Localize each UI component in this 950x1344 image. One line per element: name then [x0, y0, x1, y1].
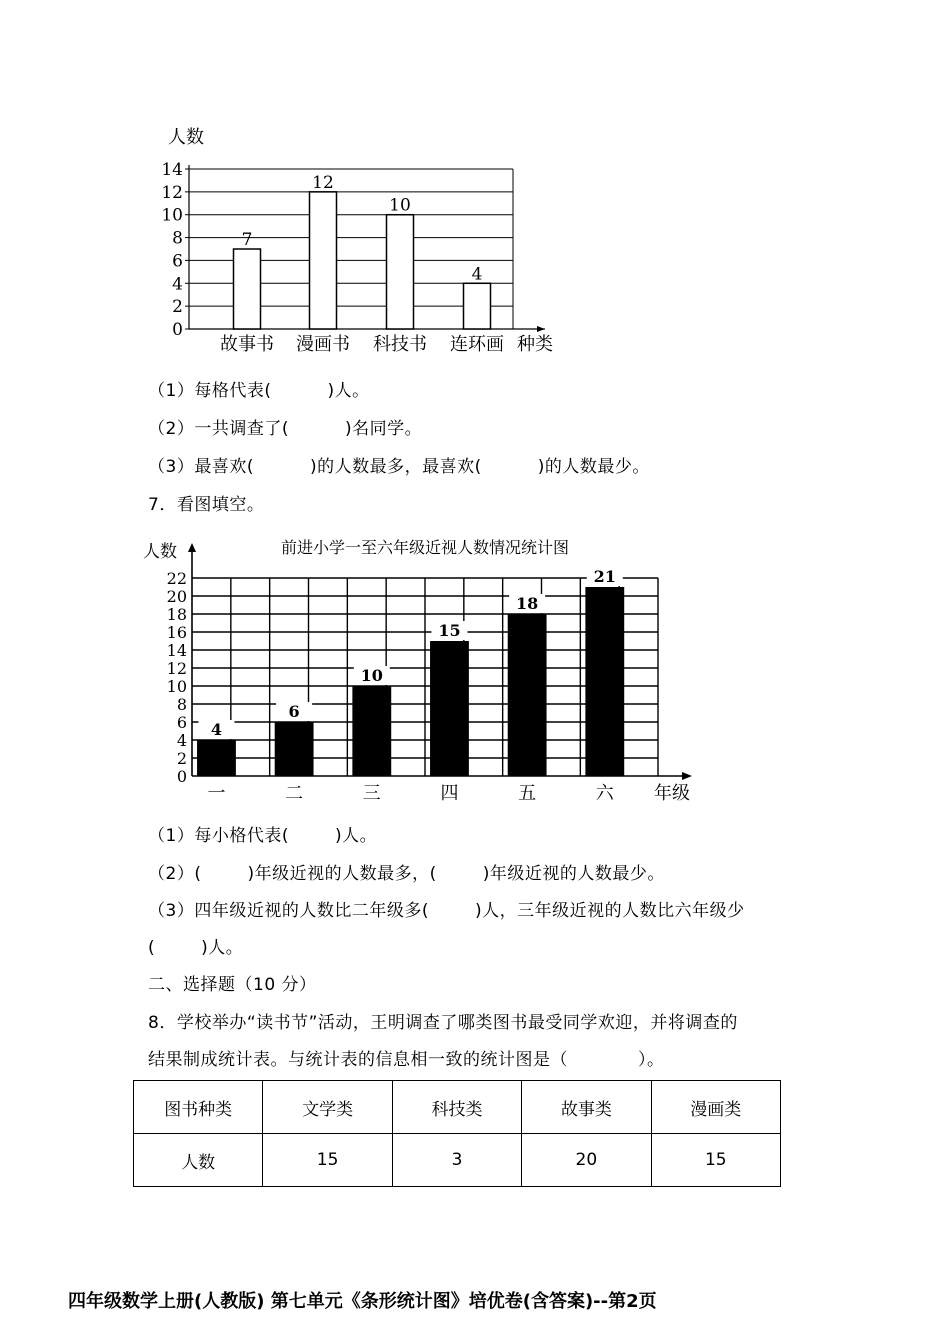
- q7-item-2-text: （2）(: [148, 864, 202, 884]
- q7-item-1-text: （1）每小格代表(: [148, 826, 289, 846]
- q7-item-3: [148, 896, 745, 921]
- bar-value-label: 4: [210, 720, 223, 739]
- chart-title: 前进小学一至六年级近视人数情况统计图: [280, 538, 570, 557]
- y-tick-label: 6: [172, 251, 183, 272]
- bar-value-label: 6: [288, 702, 300, 721]
- x-category-label: 一: [207, 783, 226, 804]
- q6-item-1-tail: )人。: [327, 381, 370, 401]
- x-category-label: 漫画书: [296, 334, 350, 355]
- x-category-label: 二: [285, 783, 304, 804]
- q8-line-2-tail: ）。: [638, 1050, 665, 1070]
- y-tick-label: 0: [172, 320, 183, 340]
- q7-item-3-text: （3）四年级近视的人数比二年级多(: [148, 901, 429, 921]
- y-tick-label: 16: [166, 623, 187, 642]
- y-tick-label: 2: [176, 749, 187, 768]
- x-category-label: 六: [595, 783, 614, 804]
- q7-title: 7．看图填空。: [148, 495, 265, 515]
- table-header-row: [134, 1081, 781, 1134]
- y-tick-label: 2: [172, 297, 183, 318]
- y-tick-label: 8: [172, 228, 183, 249]
- bar-value-label: 7: [241, 230, 253, 250]
- bar: [430, 641, 469, 776]
- y-tick-label: 14: [166, 641, 187, 660]
- x-category-label: 连环画: [450, 334, 504, 355]
- bar: [275, 722, 314, 776]
- y-tick-label: 12: [166, 659, 187, 678]
- y-axis-title: 人数: [143, 542, 177, 562]
- bar-value-label: 15: [438, 621, 461, 640]
- q6-item-2-text: （2）一共调查了(: [148, 419, 289, 439]
- page-footer: 四年级数学上册(人教版) 第七单元《条形统计图》培优卷(含答案)--第2页: [68, 1291, 657, 1312]
- q6-item-1-text: （1）每格代表(: [148, 381, 272, 401]
- y-tick-label: 0: [176, 767, 187, 786]
- q7-item-3-cont-tail: )人。: [201, 938, 244, 958]
- x-category-label: 三: [362, 783, 381, 804]
- table-cell: 15: [651, 1134, 780, 1187]
- q7-item-3-cont-text: (: [148, 938, 156, 958]
- q6-item-3-text: （3）最喜欢(: [148, 457, 254, 477]
- bar: [585, 587, 624, 776]
- y-tick-label: 20: [166, 587, 187, 606]
- y-tick-label: 14: [161, 160, 183, 180]
- x-category-label: 五: [518, 783, 537, 804]
- q6-item-2-tail: )名同学。: [344, 419, 423, 439]
- q6-item-3-mid: )的人数最多，最喜欢(: [309, 457, 482, 477]
- bar: [197, 740, 236, 776]
- q8-line-1: 8．学校举办“读书节”活动，王明调查了哪类图书最受同学欢迎，并将调查的: [148, 1013, 738, 1033]
- bar-value-label: 18: [515, 594, 539, 613]
- book-survey-table: [133, 1080, 781, 1187]
- y-tick-label: 4: [172, 274, 183, 295]
- q7-item-2: [148, 859, 665, 884]
- q8-line-2: [148, 1045, 665, 1070]
- q7-item-2-mid: )年级近视的人数最多，(: [247, 864, 437, 884]
- bar: [352, 686, 391, 776]
- table-cell: 文学类: [263, 1081, 392, 1134]
- bar-value-label: 10: [389, 195, 411, 216]
- section-2-heading: 二、选择题（10 分）: [148, 975, 317, 995]
- x-axis-title: 种类: [517, 334, 553, 355]
- bar-value-label: 21: [593, 567, 616, 586]
- y-tick-label: 6: [176, 713, 187, 732]
- y-axis-arrow: [188, 543, 196, 552]
- y-tick-label: 10: [166, 677, 187, 696]
- bar-value-label: 4: [471, 264, 483, 285]
- y-tick-label: 8: [176, 695, 187, 714]
- q7-item-3-tail: )人，三年级近视的人数比六年级少: [474, 901, 745, 921]
- y-tick-label: 10: [161, 205, 183, 226]
- y-tick-label: 12: [161, 182, 183, 203]
- x-category-label: 故事书: [220, 334, 274, 355]
- x-axis-title: 年级: [654, 783, 690, 804]
- x-category-label: 四: [440, 783, 459, 804]
- table-cell: 科技类: [392, 1081, 521, 1134]
- q7-item-1-tail: )人。: [334, 826, 378, 846]
- bar-value-label: 12: [312, 172, 334, 193]
- y-tick-label: 4: [176, 731, 187, 750]
- table-cell: 15: [263, 1134, 392, 1187]
- table-cell: 人数: [134, 1134, 263, 1187]
- q8-line-2-text: 结果制成统计表。与统计表的信息相一致的统计图是（: [148, 1050, 568, 1070]
- table-cell: 故事类: [522, 1081, 651, 1134]
- q7-item-3-cont: [148, 933, 243, 958]
- q6-item-3-tail: )的人数最少。: [537, 457, 650, 477]
- y-tick-label: 22: [166, 569, 187, 588]
- table-cell: 漫画类: [651, 1081, 780, 1134]
- table-cell: 图书种类: [134, 1081, 263, 1134]
- x-axis-arrow: [682, 772, 692, 780]
- y-tick-label: 18: [166, 605, 187, 624]
- table-cell: 3: [392, 1134, 521, 1187]
- table-row: [134, 1134, 781, 1187]
- bar-value-label: 10: [360, 666, 383, 685]
- table-cell: 20: [522, 1134, 651, 1187]
- bar: [508, 614, 547, 776]
- q7-item-2-tail: )年级近视的人数最少。: [482, 864, 665, 884]
- q7-item-1: [148, 821, 377, 846]
- x-category-label: 科技书: [373, 334, 427, 355]
- y-axis-title: 人数: [168, 127, 204, 148]
